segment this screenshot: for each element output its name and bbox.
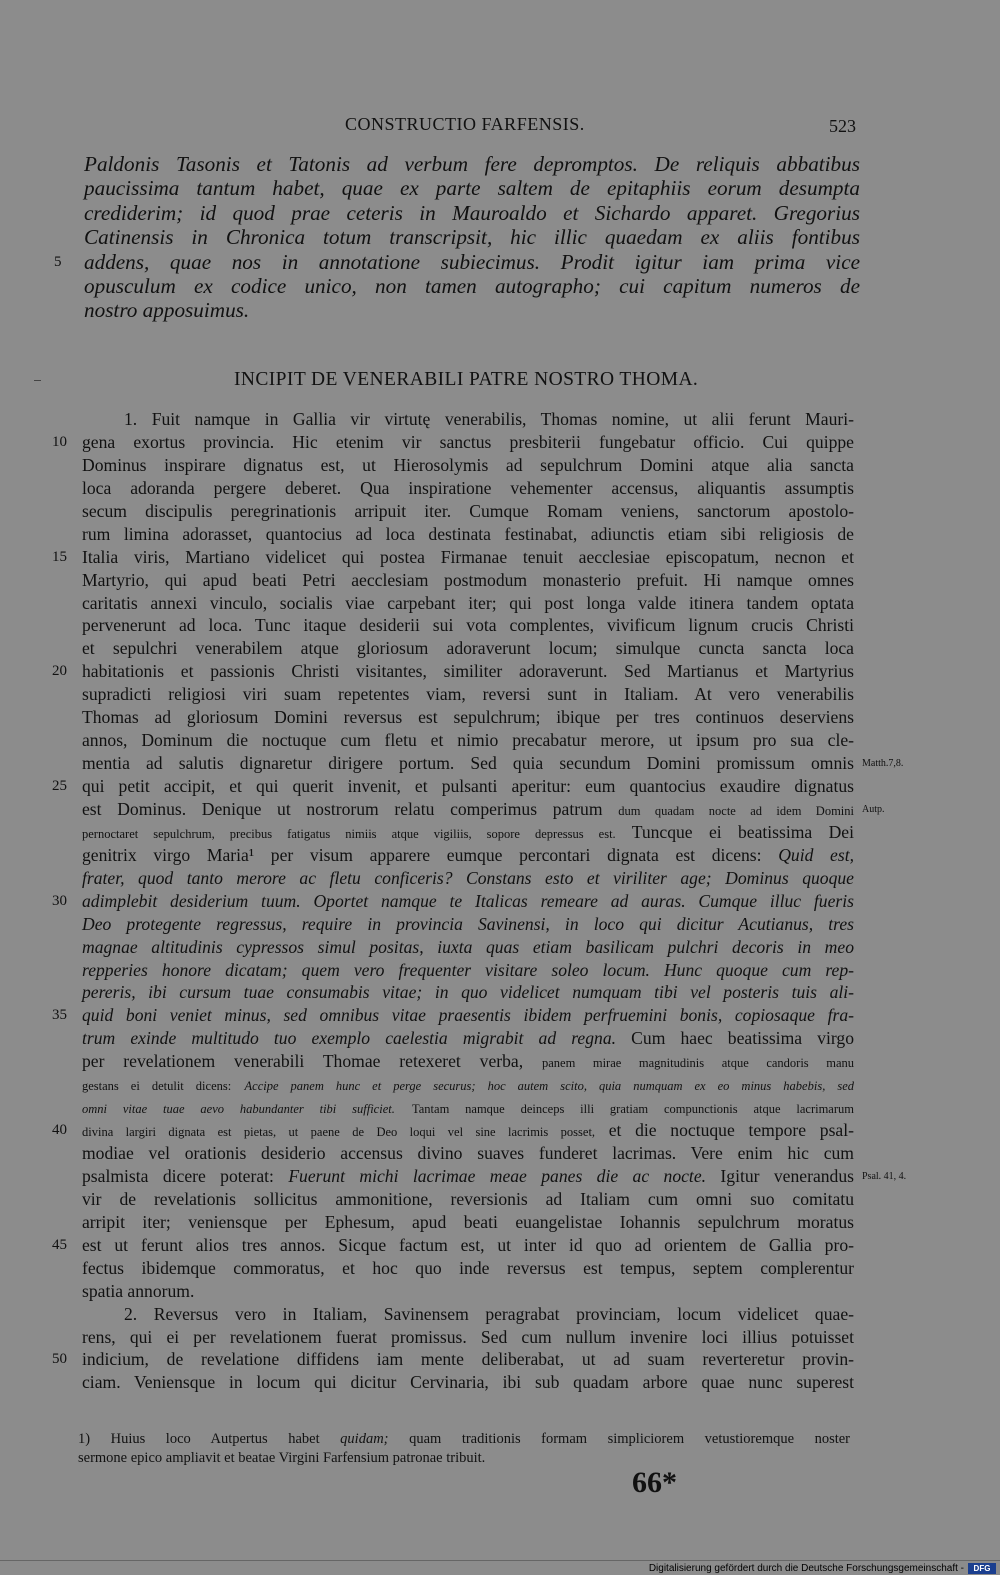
line-text: modiae vel orationis desiderio accensus divino suaves funderet lacrimas. Vere enim hic cum	[82, 1143, 854, 1163]
line-text: Italia viris, Martiano videlicet qui postea Firmanae tenuit aecclesiae episcopatum, necnon et	[82, 546, 854, 567]
text-line	[82, 821, 854, 844]
line-text: omni vitae tuae aevo habundanter tibi sufficiet.	[82, 1102, 395, 1117]
text-line	[82, 592, 854, 615]
text-line	[52, 775, 854, 798]
text-line	[52, 660, 854, 683]
line-text: supradicti religiosi viri suam repetentes viam, reversi sunt in Italiam. At vero venerabilis	[82, 684, 854, 705]
line-number: 5	[54, 253, 62, 270]
text-line	[82, 752, 854, 775]
text-line	[82, 867, 854, 890]
margin-reference: Matth.7,8.	[862, 758, 904, 770]
text-line	[82, 500, 854, 523]
line-text: arripit iter; veniensque per Ephesum, apud beati euangelistae Iohannis sepulchrum moratus	[82, 1211, 854, 1232]
line-text: caritatis annexi vinculo, socialis viae carpebant iter; qui post longa valde itinera tandem optata	[82, 592, 854, 613]
line-text: secum discipulis peregrinationis arripuit iter. Cumque Romam veniens, sanctorum apostolo-	[82, 500, 854, 521]
text-line	[82, 706, 854, 729]
line-text: Cum haec beatissima virgo	[631, 1028, 854, 1049]
text-line	[82, 1165, 854, 1188]
line-text: Martyrio, qui apud beati Petri aecclesiam postmodum monasterio prefuit. Hi namque omnes	[82, 569, 854, 590]
line-text: Paldonis Tasonis et Tatonis ad verbum fere depromptos. De reliquis abbatibus	[84, 152, 860, 176]
dfg-logo: DFG	[968, 1563, 996, 1574]
text-line	[82, 1027, 854, 1050]
line-text: opusculum ex codice unico, non tamen autographo; cui capitum numeros de	[84, 273, 860, 298]
line-text: habitationis et passionis Christi visitantes, similiter adoraverunt. Sed Martianus et Martyrius	[82, 661, 854, 682]
text-line	[82, 1280, 854, 1303]
line-text: Accipe panem hunc et perge securus; hoc autem scito, quia numquam ex eo minus habebis, sed	[244, 1079, 854, 1094]
page-number: 523	[829, 116, 856, 136]
line-number: 50	[52, 1351, 67, 1368]
text-line	[52, 431, 854, 454]
line-text: ciam. Veniensque in locum qui dicitur Cervinaria, ibi sub quadam arbore quae nunc superest	[82, 1372, 854, 1393]
text-line	[52, 1348, 854, 1371]
text-line	[82, 844, 854, 867]
line-text: pereris, ibi cursum tuae consumabis vitae; in quo videlicet numquam tibi vel posteris tuis ali-	[82, 982, 854, 1003]
text-line	[82, 913, 854, 936]
footnote	[78, 1430, 850, 1468]
text-line	[82, 637, 854, 660]
line-text: rens, qui ei per revelationem fuerat promissus. Sed cum nullum invenire loci illius potuisset	[82, 1326, 854, 1347]
line-text: repperies honore dicatam; quem vero frequenter visitare soleo locum. Hunc quoque cum rep-	[82, 959, 854, 980]
line-text: loca adoranda pergere deberet. Qua inspiratione vehementer accensus, aliquantis assumptis	[82, 477, 854, 498]
intro-paragraph	[54, 152, 860, 323]
line-number: 10	[52, 433, 67, 450]
footnote-line-2: sermone epico ampliavit et beatae Virgini Farfensium patronae tribuit.	[78, 1450, 486, 1466]
line-text: dum quadam nocte ad idem Domini	[618, 803, 854, 818]
line-text: annos, Dominum die noctuque cum fletu et nimio precabatur merore, ut ipsum pro sua cle-	[82, 730, 854, 751]
signature-mark: 66*	[632, 1466, 677, 1499]
line-text: Catinensis in Chronica totum transcripsit, hic illic quaedam ex aliis fontibus	[84, 225, 860, 250]
text-line	[82, 477, 854, 500]
text-line	[52, 1004, 854, 1027]
digitization-credit: Digitalisierung gefördert durch die Deutsche Forschungsgemeinschaft -	[648, 1563, 964, 1574]
text-line	[82, 798, 854, 821]
text-line	[82, 683, 854, 706]
text-line	[82, 729, 854, 752]
line-number: 15	[52, 548, 67, 565]
text-line	[52, 1234, 854, 1257]
line-number: 45	[52, 1236, 67, 1253]
line-text: psalmista dicere poterat:	[82, 1165, 274, 1186]
text-line	[82, 1303, 854, 1326]
main-text	[52, 408, 855, 1394]
text-line	[82, 981, 854, 1004]
line-text: panem mirae magnitudinis atque candoris manu	[541, 1056, 854, 1071]
text-line	[82, 1142, 854, 1165]
line-number: 40	[52, 1122, 67, 1139]
intro-line	[84, 152, 860, 176]
line-text: pernoctaret sepulchrum, precibus fatigatus nimiis atque vigiliis, sopore depressus est.	[82, 826, 616, 841]
line-text: quid boni veniet minus, sed omnibus vitae praesentis ibidem perfruemini bonis, copiosaque fra-	[82, 1005, 854, 1026]
footnote-line-1: 1) Huius loco Autpertus habet quidam; quam traditionis formam simpliciorem vetustioremque noster	[78, 1431, 851, 1447]
line-text: 2. Reversus vero in Italiam, Savinensem peragrabat provinciam, locum videlicet quae-	[124, 1303, 854, 1324]
line-text: per revelationem venerabili Thomae retexeret verba,	[82, 1051, 524, 1072]
text-line	[82, 454, 854, 477]
text-line	[82, 1211, 854, 1234]
line-text: addens, quae nos in annotatione subiecimus. Prodit igitur iam prima vice	[84, 249, 860, 274]
text-line	[52, 546, 854, 569]
line-text: gestans ei detulit dicens:	[82, 1079, 232, 1094]
line-text: est ut ferunt alios tres annos. Sicque factum est, ut inter id quo ad orientem de Gallia pro-	[82, 1234, 854, 1255]
line-text: mentia ad salutis dignaretur dirigere portum. Sed quia secundum Domini promissum omnis	[82, 753, 854, 774]
line-text: et sepulchri venerabilem atque gloriosum adoraverunt locum; simulque cuncta sancta loca	[82, 638, 854, 659]
margin-reference: Psal. 41, 4.	[862, 1171, 907, 1183]
line-text: pervenerunt ad loca. Tunc itaque desiderii sui vota complentes, vivificum lignum crucis Christi	[82, 615, 854, 636]
line-text: crediderim; id quod prae ceteris in Mauroaldo et Sichardo apparet. Gregorius	[84, 200, 860, 225]
line-text: qui petit accipit, et qui querit invenit, et pulsanti aperitur: eum quantocius exaudire dignatus	[82, 776, 854, 796]
line-number: 35	[52, 1007, 67, 1024]
margin-reference: Autp.	[862, 804, 885, 816]
line-text: adimplebit desiderium tuum. Oportet namque te Italicas remeare ad auras. Cumque illuc fueris	[82, 890, 854, 911]
line-text: paucissima tantum habet, quae ex parte saltem de epitaphiis eorum desumpta	[84, 176, 860, 201]
intro-line	[84, 201, 860, 225]
text-line	[82, 1257, 854, 1280]
line-text: Tantam namque deinceps illi gratiam compunctionis atque lacrimarum	[411, 1102, 854, 1117]
margin-dash	[34, 380, 41, 381]
line-text: est Dominus. Denique ut nostrorum relatu comperimus patrum	[82, 798, 603, 819]
intro-line	[84, 298, 860, 322]
text-line	[82, 1050, 854, 1073]
line-text: trum exinde multitudo tuo exemplo caelestia migrabit ad regna.	[82, 1028, 617, 1049]
line-text: Thomas ad gloriosum Domini reversus est sepulchrum; ibique per tres continuos deserviens	[82, 707, 854, 728]
line-number: 20	[52, 663, 67, 680]
line-text: genitrix virgo Maria¹ per visum apparere eumque percontari dignata est dicens:	[82, 844, 762, 865]
line-text: frater, quod tanto merore ac fletu conficeris? Constans esto et viriliter age; Dominus quoque	[82, 867, 854, 888]
line-number: 25	[52, 778, 67, 794]
text-line	[52, 890, 854, 913]
line-text: 1. Fuit namque in Gallia vir virtutę venerabilis, Thomas nomine, ut alii ferunt Mauri-	[124, 409, 854, 429]
text-line	[82, 1188, 854, 1211]
text-line	[82, 614, 854, 637]
line-text: spatia annorum.	[82, 1280, 195, 1301]
text-line	[82, 1326, 854, 1349]
running-head: CONSTRUCTIO FARFENSIS.	[345, 114, 585, 134]
line-text: Deo protegente regressus, require in provincia Savinensi, in loco qui dicitur Acutianus, tres	[82, 913, 854, 934]
line-text: Fuerunt michi lacrimae meae panes die ac nocte.	[288, 1165, 707, 1186]
text-line	[82, 1096, 854, 1119]
line-text: Tuncque ei beatissima Dei	[631, 821, 854, 842]
line-text: vir de revelationis sollicitus ammonitione, reversionis ad Italiam cum omni suo comitatu	[82, 1188, 854, 1209]
line-text: magnae altitudinis cypressos simul positas, iuxta quas etiam basilicam pulchri decoris in meo	[82, 936, 854, 957]
intro-line	[84, 225, 860, 249]
line-text: Quid est,	[778, 844, 854, 865]
text-line	[52, 1119, 854, 1142]
intro-line	[54, 249, 860, 274]
text-line	[82, 959, 854, 982]
text-line	[82, 569, 854, 592]
text-line	[82, 936, 854, 959]
line-text: Igitur venerandus	[720, 1165, 855, 1186]
line-text: rum limina adorasset, quantocius ad loca destinata festinabat, adiunctis etiam sibi religiosis de	[82, 523, 854, 544]
text-line	[82, 1073, 854, 1096]
intro-line	[84, 176, 860, 200]
footer-divider	[0, 1560, 1000, 1561]
line-text: nostro apposuimus.	[84, 298, 250, 323]
section-heading: INCIPIT DE VENERABILI PATRE NOSTRO THOMA.	[234, 369, 699, 390]
line-number: 30	[52, 892, 67, 909]
intro-line	[84, 274, 860, 298]
line-text: gena exortus provincia. Hic etenim vir sanctus presbiterii fungebatur officio. Cui quippe	[82, 431, 854, 452]
line-text: divina largiri dignata est pietas, ut paene de Deo loqui vel sine lacrimis posset,	[82, 1125, 596, 1140]
text-line	[82, 408, 854, 431]
line-text: fectus ibidemque commoratus, et hoc quo inde reversus est tempus, septem complerentur	[82, 1257, 854, 1278]
text-line	[82, 523, 854, 546]
line-text: Dominus inspirare dignatus est, ut Hierosolymis ad sepulchrum Domini atque alia sancta	[82, 454, 854, 475]
text-line	[82, 1371, 854, 1394]
line-text: et die noctuque tempore psal-	[608, 1120, 854, 1141]
line-text: indicium, de revelatione diffidens iam mente deliberabat, ut ad suam reverteretur provin-	[82, 1349, 854, 1370]
